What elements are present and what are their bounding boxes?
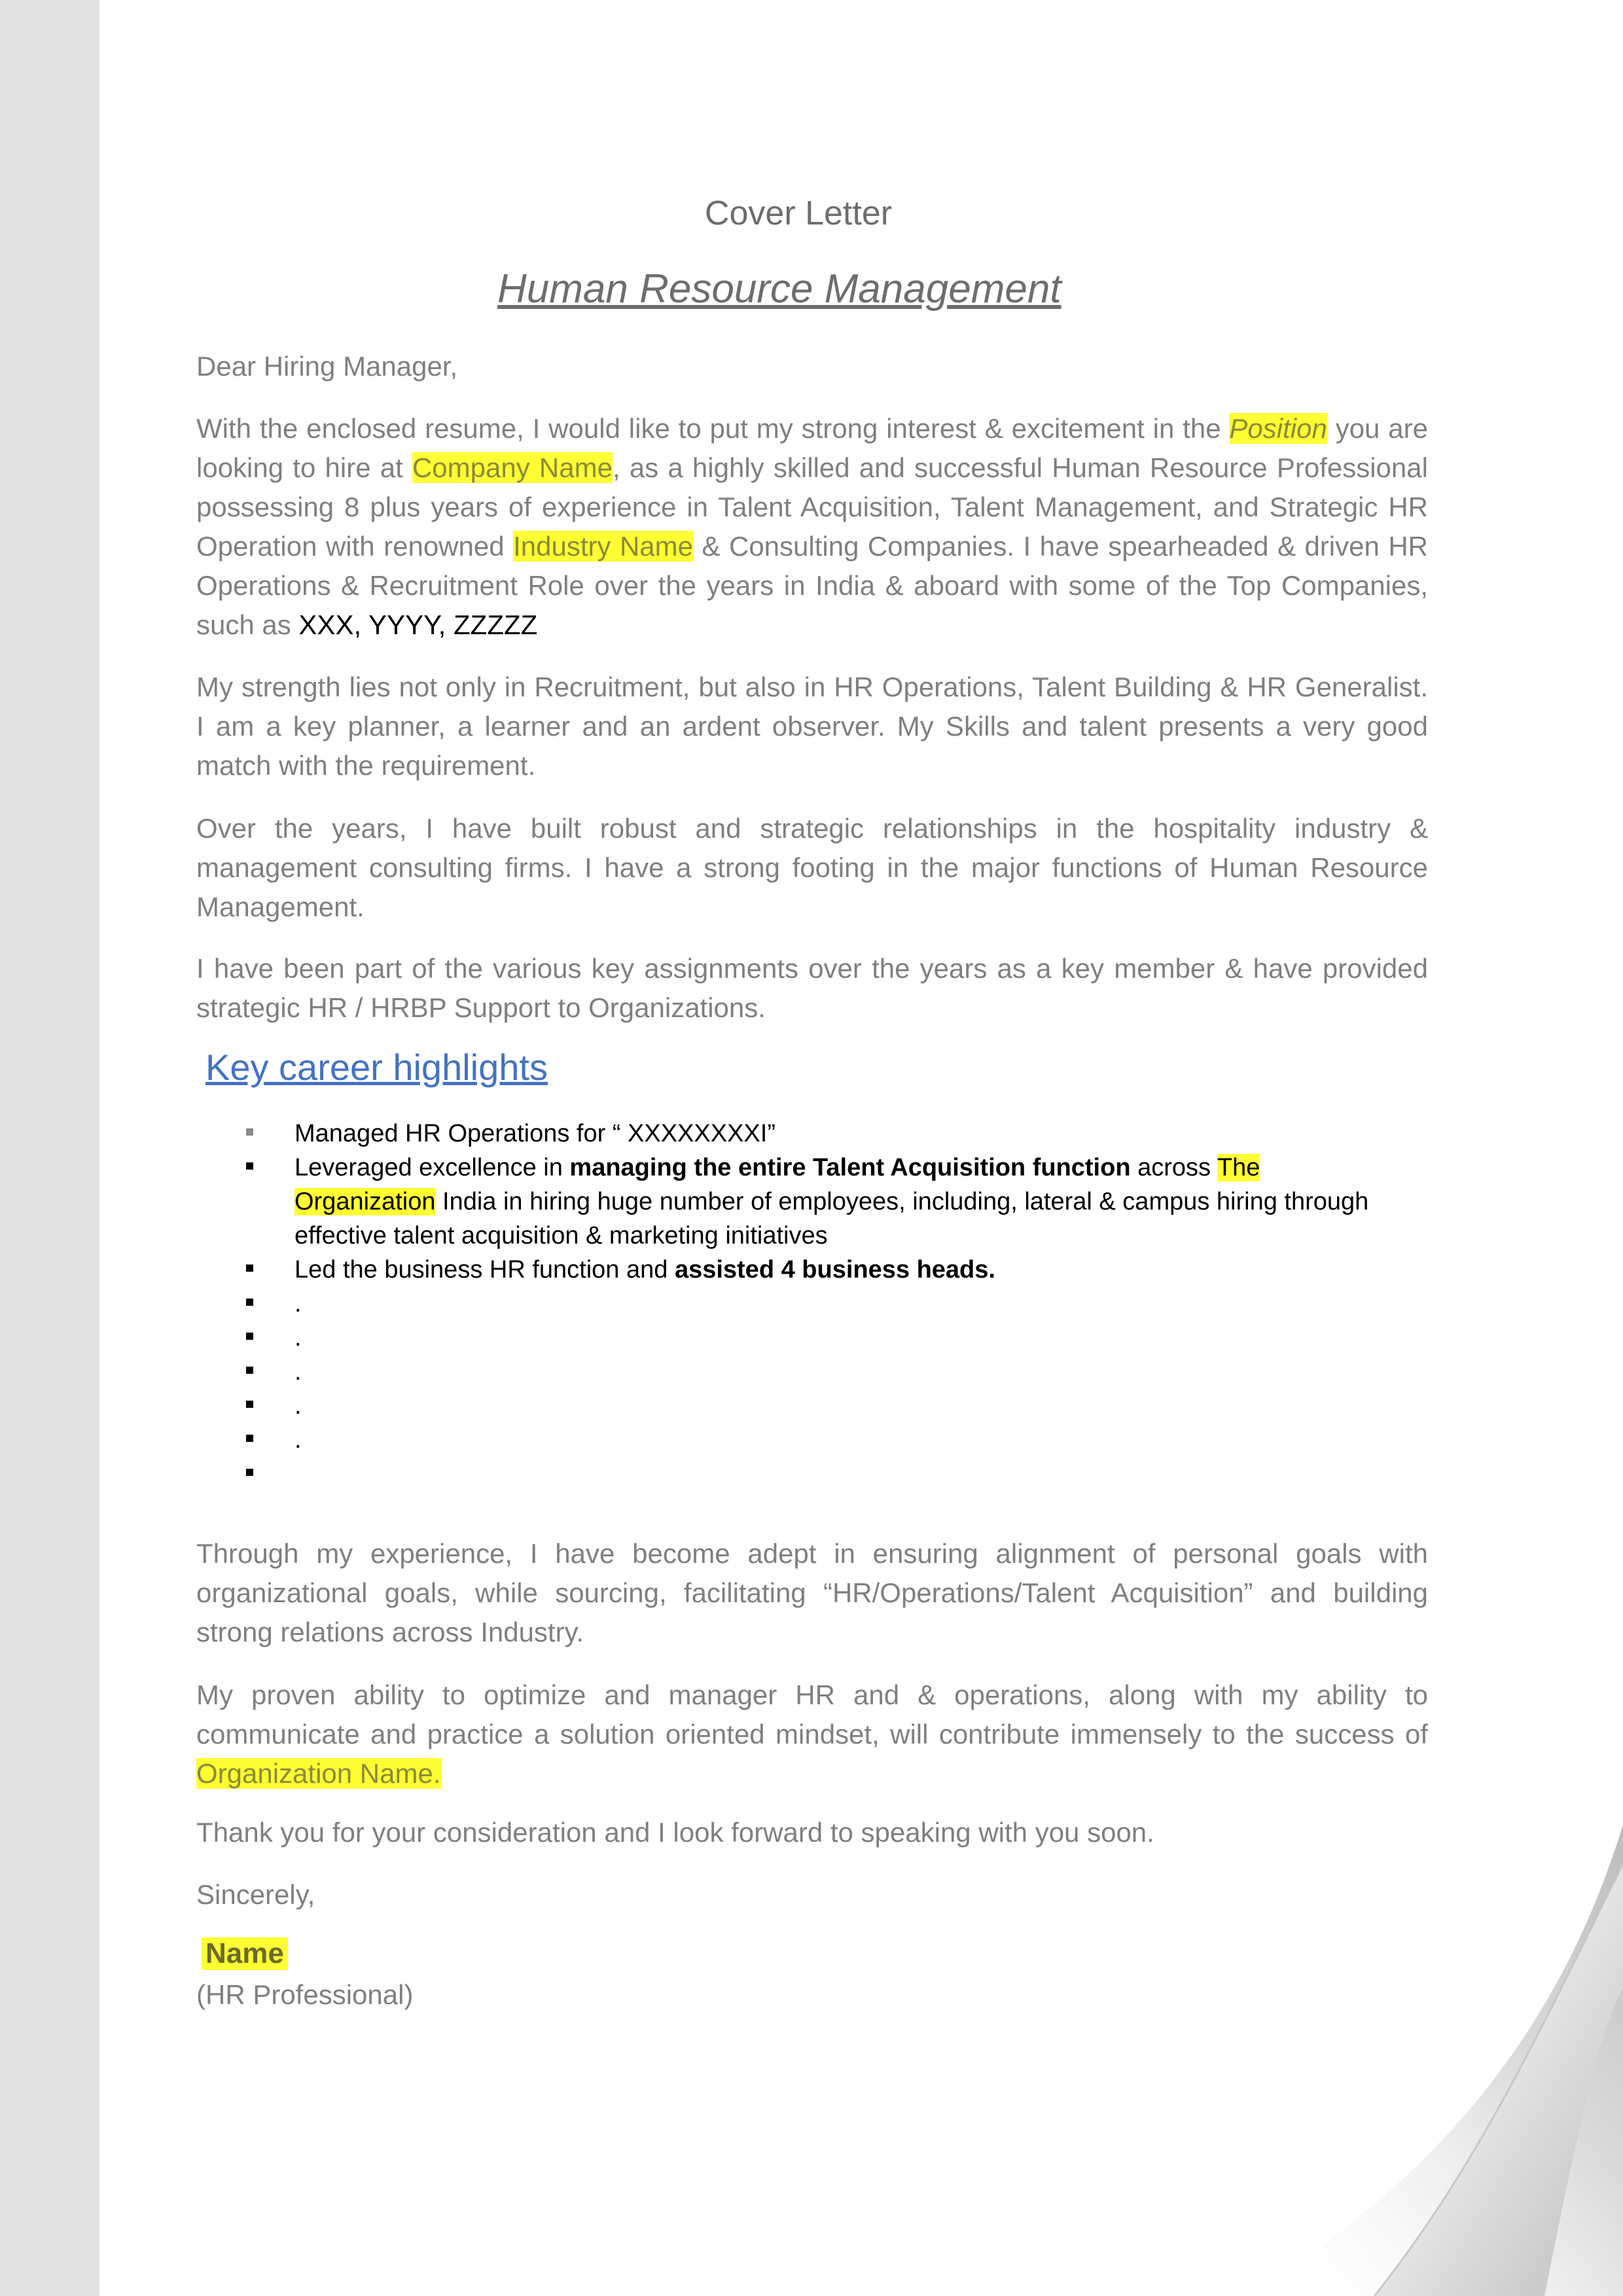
square-bullet-icon [246,1333,253,1340]
list-item: . [246,1287,1391,1321]
company-placeholder: Company Name [412,452,613,483]
list-item: Managed HR Operations for “ XXXXXXXXI” [246,1117,1391,1151]
signature-role: (HR Professional) [196,1979,414,2010]
square-bullet-icon [246,1299,253,1306]
paragraph-strength: My strength lies not only in Recruitment, but also in HR Operations, Talent Building & HR Generalist. I am a key planner, a learner and an ardent observer. My Skills and talent presents a very good match with the requirement. [196,672,1428,781]
paragraph-ability: My proven ability to optimize and manager HR and & operations, along with my ability to communicate and practice a solution oriented mindset, will contribute immensely to the success of Organization Name. [196,1679,1428,1789]
square-bullet-icon [246,1162,253,1170]
list-item [246,1457,1391,1491]
square-bullet-icon [246,1128,253,1136]
paragraph-intro: With the enclosed resume, I would like to put my strong interest & excitement in the Position you are looking to hire at Company Name, as a highly skilled and successful Human Resource Professional possessing 8 plus years of experience in Talent Acquisition, Talent Management, and Strategic HR Operation with renowned Industry Name & Consulting Companies. I have spearheaded & driven HR Operations & Recruitment Role over the years in India & aboard with some of the Top Companies, such as XXX, YYYY, ZZZZZ [196,413,1428,640]
square-bullet-icon [246,1367,253,1374]
companies-placeholder: XXX, YYYY, ZZZZZ [298,609,538,640]
greeting: Dear Hiring Manager, [196,351,458,382]
page-margin-strip [0,0,99,2296]
paragraph-experience: Through my experience, I have become adept in ensuring alignment of personal goals with organizational goals, while sourcing, facilitating “HR/Operations/Talent Acquisition” and building strong relations across Industry. [196,1538,1428,1647]
organization-name-placeholder: Organization Name. [196,1758,441,1789]
square-bullet-icon [246,1401,253,1408]
highlights-list [246,1117,1391,1491]
square-bullet-icon [246,1435,253,1442]
list-item: Leveraged excellence in managing the entire Talent Acquisition function across The Organization India in hiring huge number of employees, including, lateral & campus hiring through effective talent acquisition & marketing initiatives [246,1151,1391,1253]
paragraph-thanks: Thank you for your consideration and I look forward to speaking with you soon. [196,1817,1154,1848]
closing: Sincerely, [196,1879,315,1910]
paragraph-relationships: Over the years, I have built robust and strategic relationships in the hospitality industry & management consulting firms. I have a strong footing in the major functions of Human Resource Management. [196,813,1428,922]
document-subtitle: Human Resource Management [497,266,1061,312]
position-placeholder: Position [1229,413,1327,444]
page-curl-icon [1204,1825,1623,2296]
square-bullet-icon [246,1265,253,1272]
industry-placeholder: Industry Name [513,531,693,562]
list-item: . [246,1389,1391,1423]
list-item: Led the business HR function and assisted 4 business heads. [246,1253,1391,1287]
organization-placeholder: The Organization [294,1154,1260,1215]
paragraph-assignments: I have been part of the various key assignments over the years as a key member & have provided strategic HR / HRBP Support to Organizations. [196,953,1428,1023]
signature-name: Name [202,1937,288,1970]
list-item: . [246,1321,1391,1355]
list-item: . [246,1355,1391,1389]
document-title: Cover Letter [704,194,893,232]
square-bullet-icon [246,1469,253,1476]
highlights-heading: Key career highlights [205,1047,548,1088]
list-item: . [246,1423,1391,1457]
